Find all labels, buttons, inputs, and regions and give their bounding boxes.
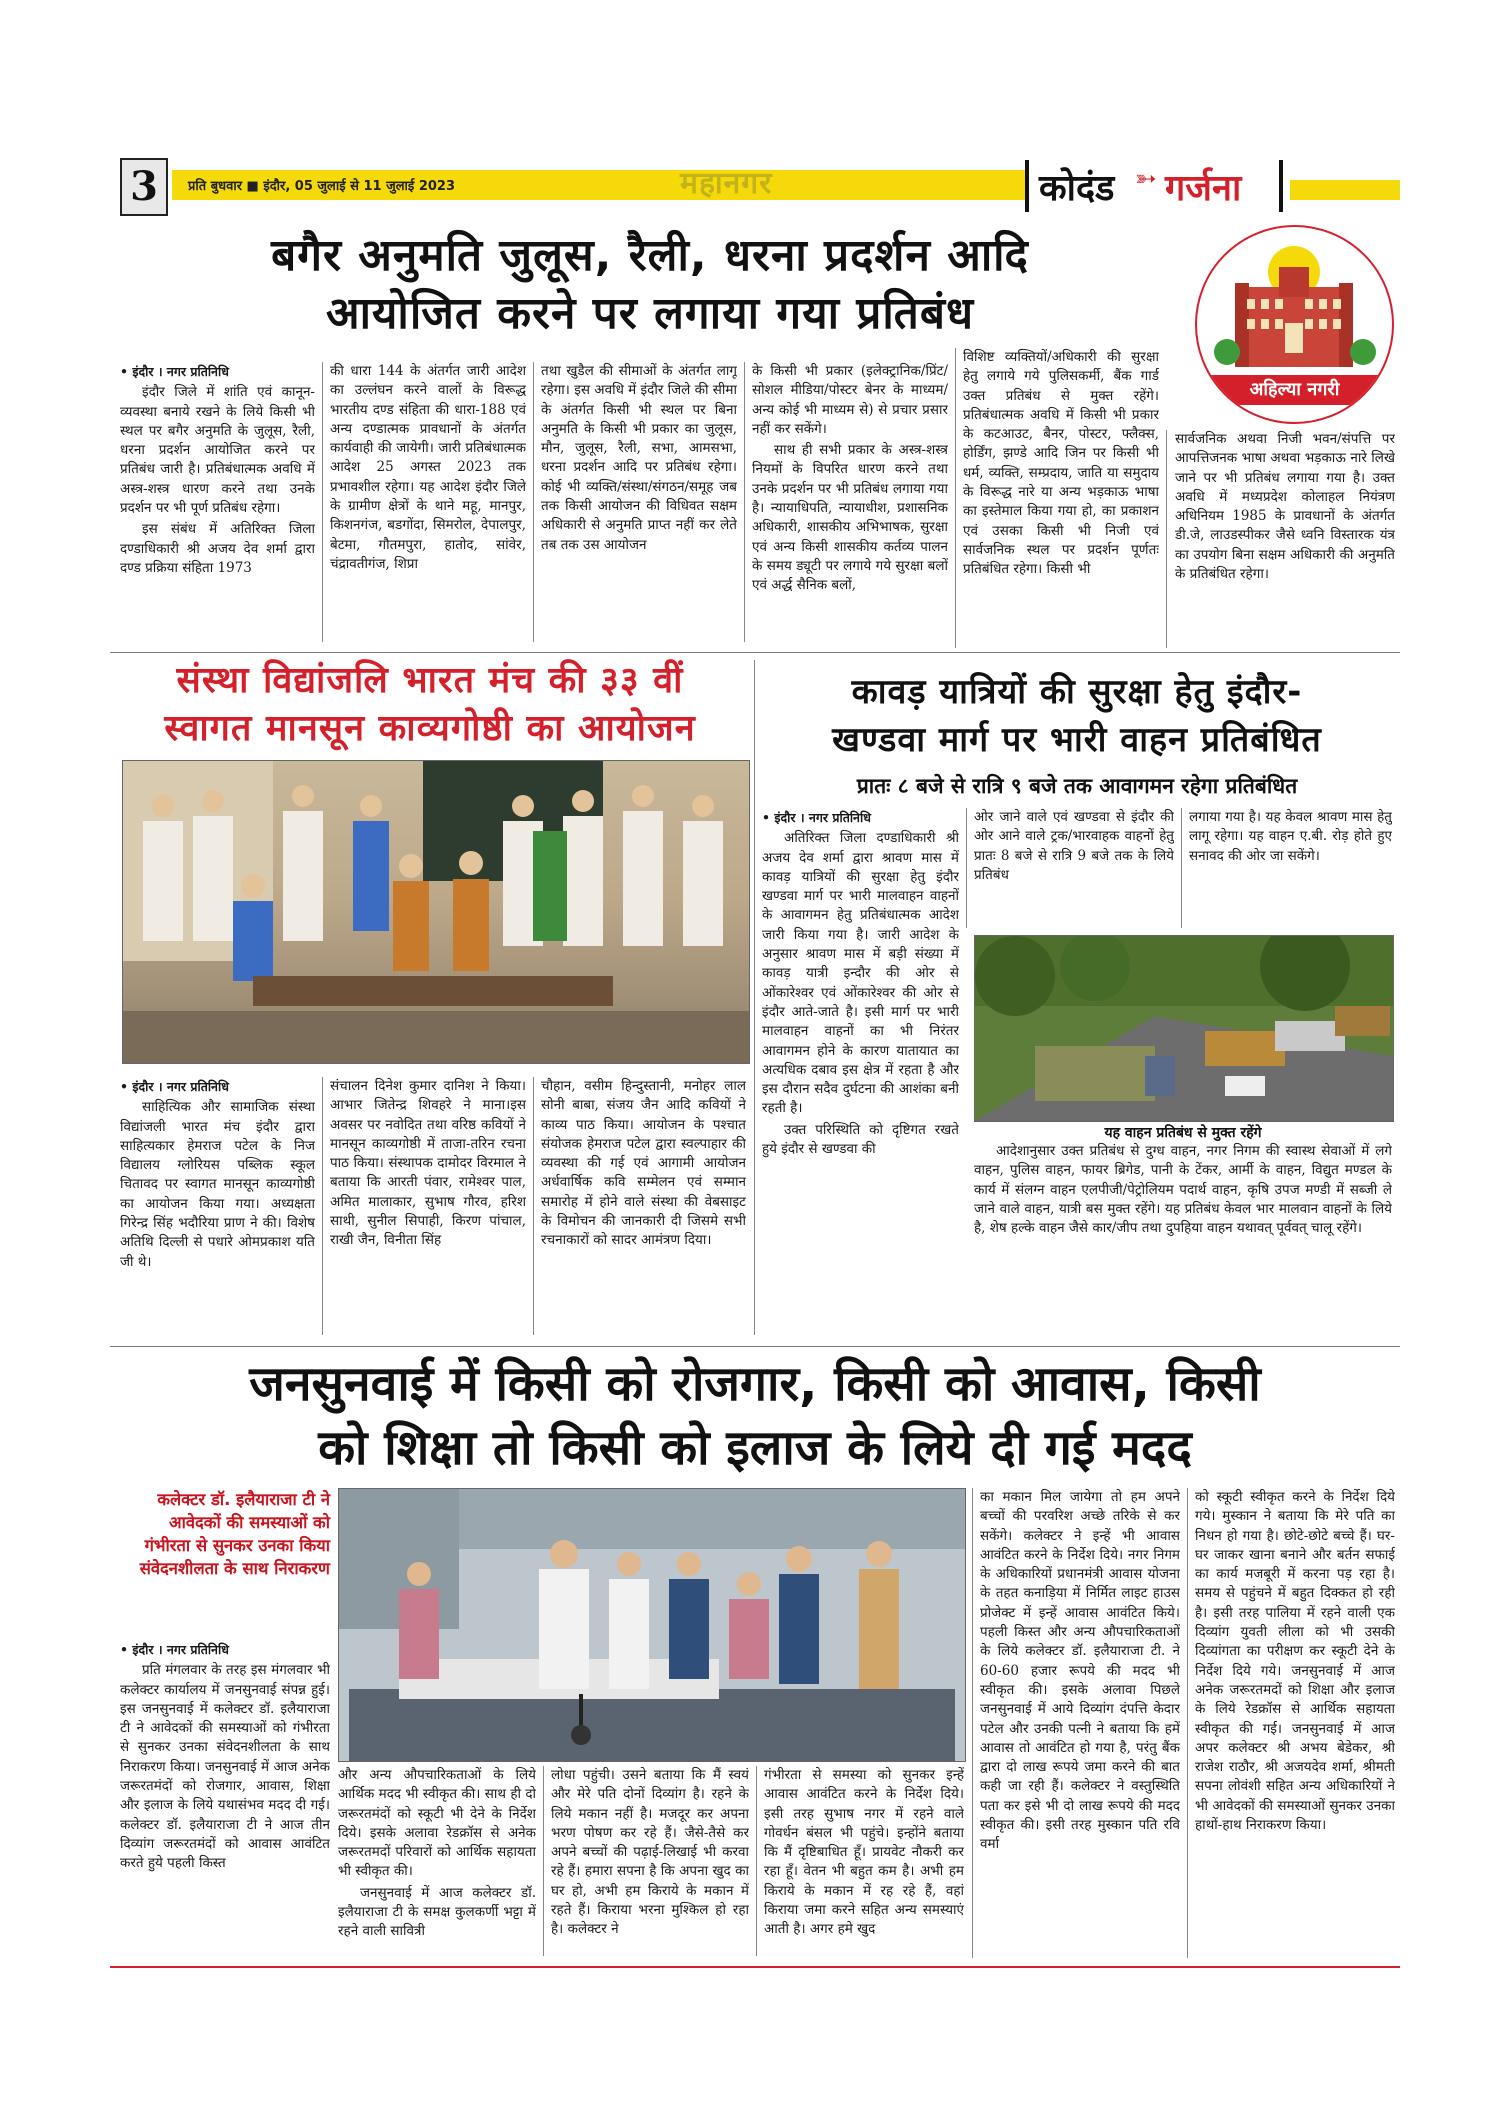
story1-col1-text: इंदौर जिले में शांति एवं कानून-व्यवस्था बनाये रखने के लिये किसी भी स्थल पर बगैर अनुमति के जुलूस, रैली, धरना प्रदर्शन आयोजित करने पर प्रतिबंध जारी है। प्रतिबंधात्मक अवधि में अस्त्र-शस्त्र धारण करने तथा उनके प्रदर्शन पर भी पूर्ण प्रतिबंध रहेगा। [120, 384, 315, 517]
story2-col3 [541, 1077, 746, 1337]
story1-headline-line2: आयोजित करने पर लगाया गया प्रतिबंध [325, 288, 975, 339]
story4-col4 [764, 1766, 964, 1961]
story3-subhead: प्रातः ८ बजे से रात्रि ९ बजे तक आवागमन रहेगा प्रतिबंधित [856, 774, 1298, 798]
col-divider [1181, 808, 1182, 928]
col-divider [322, 1077, 323, 1335]
story1-col4 [752, 362, 948, 648]
story3-col1 [762, 808, 959, 1338]
story3-photo [974, 935, 1394, 1122]
group-photo-image [123, 761, 749, 1063]
story3-bottom-text: आदेशानुसार उक्त प्रतिबंध से दुग्ध वाहन, नगर निगम की स्वास्थ सेवाओं में लगे वाहन, पुलिस वाहन, फायर ब्रिगेड, पानी के टेंकर, आर्मी के वाहन, विद्युत मण्डल के कार्य में संलग्न वाहन एलपीजी/पेट्रोलियम पदार्थ वाहन, कृषि उपज मण्डी में सब्जी ले जाने वाले वाहन, यात्री बस मुक्त रहेंगे। यह प्रतिबंध केवल भार मालवान वाहनों के लिये है, शेष हल्के वाहन जैसे कार/जीप तथा दुपहिया वाहन यथावत् पूर्ववत् चालू रहेंगे। [974, 1143, 1392, 1237]
story2-col2 [330, 1077, 526, 1337]
story2-headline-line2: स्वागत मानसून काव्यगोष्ठी का आयोजन [164, 708, 696, 749]
col-divider [533, 1077, 534, 1335]
story4-col2-text: और अन्य औपचारिकताओं के लिये आर्थिक मदद भी स्वीकृत की। साथ ही दो जरूरतमंदों को स्कूटी भी देने के निर्देश दिये। इसके अलावा रेडक्रॉस से अनेक जरूरतमदों परिवारों को आर्थिक सहायता भी स्वीकृत की। [338, 1767, 536, 1880]
story4-col1-text: प्रति मंगलवार के तरह इस मंगलवार भी कलेक्टर कार्यालय में जनसुनवाई संपन्न हुई। इस जनसुनवाई में कलेक्टर डॉ. इलैयाराजा टी ने आवेदकों की समस्याओं को गंभीरता से सुनकर उनका संवेदनशीलता के साथ निराकरण किया। जनसुनवाई में आज अनेक जरूरतमंदों को रोजगार, आवास, शिक्षा और इलाज के लिये यथासंभव मदद दी गई। कलेक्टर डॉ. इलैयाराजा टी ने आज तीन दिव्यांग जरूरतमंदों को आवास आवंटित करते हुये पहली किस्त [120, 1662, 330, 1872]
col-divider [1187, 1488, 1188, 1958]
story4-kicker: कलेक्टर डॉ. इलैयाराजा टी ने आवेदकों की समस्याओं को गंभीरता से सुनकर उनका किया संवेदनशीलता के साथ निराकरण [139, 1490, 330, 1578]
story2-col1 [120, 1077, 315, 1337]
emblem-banner [1207, 375, 1382, 405]
story3-headline-line2: खण्डवा मार्ग पर भारी वाहन प्रतिबंधित [832, 720, 1322, 760]
emblem-label: अहिल्या नगरी [1249, 379, 1340, 400]
brand-logo [1025, 158, 1285, 214]
story2-headline-line1: संस्था विद्यांजलि भारत मंच की ३३ वीं [176, 660, 684, 701]
story1-col1 [120, 362, 315, 642]
col-divider [322, 362, 323, 642]
story1-col5-text: विशिष्ट व्यक्तियों/अधिकारी की सुरक्षा हेतु लगाये गये पुलिसकर्मी, बैंक गार्ड उक्त प्रतिबंध से मुक्त रहेंगे। प्रतिबंधात्मक अवधि में किसी भी प्रकार के कटआउट, बैनर, पोस्टर, फ्लैक्स, होर्डिंग, झण्डे आदि जिन पर किसी भी धर्म, व्यक्ति, सम्प्रदाय, जाति या समुदाय के विरूद्ध नारे या अन्य भड़काऊ भाषा का इस्तेमाल किया गया हो, का प्रकाशन एवं उसका किसी भी निजी एवं सार्वजनिक स्थल पर प्रदर्शन पूर्णतः प्रतिबंधित रहेगा। किसी भी [963, 349, 1159, 578]
story2-col3-text: चौहान, वसीम हिन्दुस्तानी, मनोहर लाल सोनी बाबा, संजय जैन आदि कवियों ने काव्य पाठ किया। आयोजन के पश्चात संयोजक हेमराज पटेल द्वारा स्वल्पाहार की व्यवस्था की गई एवं आगामी आयोजन अर्धवार्षिक कवि सम्मेलन एवं सम्मान समारोह में होने वाले संस्था की वेबसाइट के विमोचन की जानकारी दी जिसमे सभी रचनाकारों को सादर आमंत्रण दिया। [541, 1078, 746, 1249]
col-divider [966, 808, 967, 928]
page-number-box [120, 158, 168, 216]
story3-col2-text: ओर जाने वाले एवं खण्डवा से इंदौर की ओर आने वाले ट्रक/भारवाहक वाहनों हेतु प्रातः 8 बजे से रात्रि 9 बजे तक के लिये प्रतिबंध [974, 809, 1174, 883]
brand-right-bar [1279, 160, 1283, 212]
story4-col2 [338, 1766, 536, 1961]
section-rule [110, 1346, 1400, 1347]
story3-byline: • इंदौर । नगर प्रतिनिधि [762, 810, 871, 825]
brand-left: कोदंड [1039, 168, 1115, 209]
story3-col2 [974, 808, 1174, 928]
story4-headline-line2: को शिक्षा तो किसी को इलाज के लिये दी गई मदद [318, 1420, 1192, 1476]
story4-col5 [980, 1488, 1180, 1963]
traffic-photo-image [975, 936, 1393, 1121]
col-divider [972, 1488, 973, 1958]
col-divider [744, 362, 745, 642]
story4-col4-text: गंभीरता से समस्या को सुनकर इन्हें आवास आवंटित करने के निर्देश दिये। इसी तरह सुभाष नगर में रहने वाले गोवर्धन बंसल भी पहुंचे। इन्होंने बताया कि मैं दृष्टिबाधित हूँ। प्रायवेट नौकरी कर रहा हूँ। वेतन भी बहुत कम है। अभी हम किराये के मकान में रह रहे हैं, वहां किराया जमा करने सहित अन्य समस्याएं आती है। अगर हमे खुद [764, 1767, 964, 1938]
story4-col1 [120, 1640, 330, 1960]
story1-col6 [1175, 430, 1395, 648]
story1-col6-text: सार्वजनिक अथवा निजी भवन/संपत्ति पर आपत्तिजनक भाषा अथवा भड़काऊ नारे लिखे जाने पर भी प्रतिबंध लगाया गया है। उक्त अवधि में मध्यप्रदेश कोलाहल नियंत्रण अधिनियम 1985 के प्रावधानों के अंतर्गत डी.जे, लाउडस्पीकर जैसे ध्वनि विस्तारक यंत्र का उपयोग बिना सक्षम अधिकारी की अनुमति के प्रतिबंधित रहेगा। [1175, 431, 1395, 583]
story4-col6-text: को स्कूटी स्वीकृत करने के निर्देश दिये गये। मुस्कान ने बताया कि मेरे पति का निधन हो गया है। छोटे-छोटे बच्चे हैं। घर-घर जाकर खाना बनाने और बर्तन सफाई का कार्य मजबूरी में करना पड़ रहा है। समय से पहुंचने में बहुत दिक्कत हो रही है। इसी तरह पालिया में रहने वाली एक दिव्यांग युवती लीला को भी उसकी दिव्यांगता का परीक्षण कर स्कूटी देने के निर्देश दिये गये। जनसुनवाई में आज अनेक जरूरतमदों को शिक्षा और इलाज के लिये रेडक्रॉस से आर्थिक सहायता स्वीकृत की गई। जनसुनवाई में आज अपर कलेक्टर श्री अभय बेडेकर, श्री राजेश राठौर, श्री अजयदेव शर्मा, श्रीमती सपना लोवंशी सहित अन्य अधिकारियों ने भी आवेदकों की समस्याओं सुनकर उनका हाथों-हाथ निराकरण किया। [1195, 1489, 1395, 1834]
story4-byline: • इंदौर । नगर प्रतिनिधि [120, 1642, 229, 1657]
masthead [120, 158, 1400, 214]
story2-byline: • इंदौर । नगर प्रतिनिधि [120, 1079, 229, 1094]
story1-headline-line1: बगैर अनुमति जुलूस, रैली, धरना प्रदर्शन आदि [271, 230, 1029, 281]
story3-photo-caption: यह वाहन प्रतिबंध से मुक्त रहेंगे [1104, 1125, 1262, 1141]
story4-col3-text: लोधा पहुंची। उसने बताया कि मैं स्वयं और मेरे पति दोनों दिव्यांग है। रहने के लिये मकान नहीं है। मजदूर कर अपना भरण पोषण कर रहे हैं। जैसे-तैसे कर अपने बच्चों की पढ़ाई-लिखाई भी करवा रहे हैं। हमारा सपना है कि अपना खुद का घर हो, अभी हम किराये के मकान में रहते हैं। किराया भरना मुश्किल हो रहा है। कलेक्टर ने [551, 1767, 749, 1938]
story4-col6 [1195, 1488, 1395, 1963]
story3-col1-text: अतिरिक्त जिला दण्डाधिकारी श्री अजय देव शर्मा द्वारा श्रावण मास में कावड़ यात्रियों की सुरक्षा हेतु इंदौर खण्डवा मार्ग पर भारी मालवाहन वाहनों के आवागमन हेतु प्रतिबंधात्मक आदेश जारी किया गया है। जारी आदेश के अनुसार श्रावण मास में बड़ी संख्या में कावड़ यात्री इन्दौर की ओर से ओंकारेश्वर एवं ओंकारेश्वर की ओर से इंदौर आते-जाते है। इसी मार्ग पर भारी मालवाहन वाहनों का भी निरंतर आवागमन होने के कारण यातायात का अत्यधिक दबाव इस क्षेत्र में रहता है और इस दौरान सदैव दुर्घटना की आशंका बनी रहती है। [762, 830, 959, 1117]
footer-rule [110, 1966, 1400, 1968]
story4-col3 [551, 1766, 749, 1961]
story1-col2 [330, 362, 526, 642]
story2-col1-text: साहित्यिक और सामाजिक संस्था विद्यांजली भारत मंच इंदौर द्वारा साहित्यकार हेमराज पटेल के निज विद्यालय ग्लोरियस पब्लिक स्कूल चितावद पर स्वागत मानसून काव्यगोष्ठी का आयोजन किया गया। अध्यक्षता गिरेन्द्र सिंह भदौरिया प्राण ने की। विशेष अतिथि दिल्ली से पधारे ओमप्रकाश यति जी थे। [120, 1099, 315, 1270]
story1-col3 [541, 362, 737, 642]
col-divider [533, 362, 534, 642]
col-divider [754, 660, 755, 1335]
story4-col2b-text: जनसुनवाई में आज कलेक्टर डॉ. इलैयाराजा टी के समक्ष कुलकर्णी भट्टा में रहने वाली सावित्री [338, 1884, 536, 1940]
ahilya-nagari-emblem [1195, 225, 1394, 424]
story1-col2-text: की धारा 144 के अंतर्गत जारी आदेश का उल्लंघन करने वालों के विरूद्ध भारतीय दण्ड संहिता की धारा-188 एवं अन्य दण्डात्मक प्रावधानों के अंतर्गत कार्यवाही की जायेगी। जारी प्रतिबंधात्मक आदेश 25 अगस्त 2023 तक प्रभावशील रहेगा। यह आदेश इंदौर जिले के ग्रामीण क्षेत्रों के थाने महू, मानपुर, किशनगंज, बडगोंदा, सिमरोल, देपालपुर, बेटमा, गौतमपुरा, हातोद, सांवेर, चंद्रावतीगंज, शिप्रा [330, 363, 526, 572]
page-number: 3 [130, 163, 158, 210]
col-divider [756, 1766, 757, 1956]
brand-right: गर्जना [1165, 168, 1242, 209]
story4-headline-line1: जनसुनवाई में किसी को रोजगार, किसी को आवास, किसी [249, 1356, 1261, 1412]
story2-photo [122, 760, 750, 1064]
dateline: प्रति बुधवार ■ इंदौर, 05 जुलाई से 11 जुलाई 2023 [188, 179, 455, 194]
public-hearing-photo-image [339, 1489, 965, 1761]
story3-col1b-text: उक्त परिस्थिति को दृष्टिगत रखते हुये इंदौर से खण्डवा की [762, 1121, 959, 1158]
story1-col4-text: के किसी भी प्रकार (इलेक्ट्रानिक/प्रिंट/सोशल मीडिया/पोस्टर बेनर के माध्यम/अन्य कोई भी माध्यम से) से प्रचार प्रसार नहीं कर सकेंगे। [752, 363, 948, 437]
story1-col5 [963, 348, 1159, 648]
story3-col3 [1189, 808, 1392, 928]
story3-headline-line1: कावड़ यात्रियों की सुरक्षा हेतु इंदौर- [851, 672, 1303, 712]
story4-photo [338, 1488, 966, 1762]
section-rule [110, 652, 1400, 653]
brand-left-bar [1025, 160, 1029, 212]
story1-col4b-text: साथ ही सभी प्रकार के अस्त्र-शस्त्र नियमों के विपरित धारण करने तथा उनके प्रदर्शन पर भी प्रतिबंध लगाया गया है। न्यायाधिपति, न्यायाधीश, प्रशासनिक अधिकारी, शासकीय अभिभाषक, सुरक्षा एवं अन्य किसी शासकीय कर्तव्य पालन के समय ड्यूटी पर लगाये गये सुरक्षा बलों एवं अर्द्ध सैनिक बलों, [752, 442, 948, 594]
section-label: महानगर [680, 166, 773, 201]
story3-bottom [974, 1142, 1392, 1337]
yellow-band-right [1290, 180, 1400, 200]
col-divider [955, 348, 956, 648]
col-divider [543, 1766, 544, 1956]
story1-byline: • इंदौर । नगर प्रतिनिधि [120, 364, 229, 379]
story3-col3-text: लगाया गया है। यह केवल श्रावण मास हेतु लागू रहेगा। यह वाहन ए.बी. रोड़ होते हुए सनावद की ओर जा सकेंगे। [1189, 809, 1392, 864]
arrow-icon: ➳ [1135, 164, 1157, 194]
story4-col5-text: का मकान मिल जायेगा तो हम अपने बच्चों की परवरिश अच्छे तरिके से कर सकेंगे। कलेक्टर ने इन्हें भी आवास आवंटित करने के निर्देश दिये। नगर निगम के अधिकारियों प्रधानमंत्री आवास योजना के तहत कनाड़िया में निर्मित लाइट हाउस प्रोजेक्ट में इन्हें आवास आवंटित किये। पहली किस्त और अन्य औपचारिकताओं के लिये कलेक्टर डॉ. इलैयाराजा टी. ने 60-60 हजार रूपये की मदद भी स्वीकृत की। इसके अलावा पिछले जनसुनवाई में आये दिव्यांग दंपत्ति केदार पटेल और उनकी पत्नी ने बताया कि हमें आवास तो आवंटित हो गया है, परंतु बैंक द्वारा दो लाख रूपये जमा करने की बात कही जा रही हैं। कलेक्टर ने वस्तुस्थिति पता कर इसे भी दो लाख रूपये की मदद स्वीकृत की। इसी तरह मुस्कान पति रवि वर्मा [980, 1489, 1180, 1853]
story2-col2-text: संचालन दिनेश कुमार दानिश ने किया। आभार जितेन्द्र शिवहरे ने माना।इस अवसर पर नवोदित तथा वरिष्ठ कवियों ने मानसून काव्यगोष्ठी में ताजा-तरिन रचना पाठ किया। संस्थापक दामोदर विरमाल ने बताया कि आरती पंवार, रामेश्वर पाल, अमित मालाकार, सुभाष गौरव, हरिश साथी, सुनील सिपाही, किरण पांचाल, राखी जैन, विनीता सिंह [330, 1078, 526, 1249]
story1-col3-text: तथा खुडैल की सीमाओं के अंतर्गत लागू रहेगा। इस अवधि में इंदौर जिले की सीमा के अंतर्गत किसी भी स्थल पर बिना अनुमति के किसी भी प्रकार का जुलूस, मौन, जुलूस, रैली, सभा, आमसभा, धरना प्रदर्शन आदि पर प्रतिबंध रहेगा। कोई भी व्यक्ति/संस्था/संगठन/समूह जब तक किसी आयोजन की विधिवत सक्षम अधिकारी से अनुमति प्राप्त नहीं कर लेते तब तक उस आयोजन [541, 363, 737, 553]
col-divider [1166, 430, 1167, 648]
story1-col1b-text: इस संबंध में अतिरिक्त जिला दण्डाधिकारी श्री अजय देव शर्मा द्वारा दण्ड प्रक्रिया संहिता 1973 [120, 521, 315, 576]
